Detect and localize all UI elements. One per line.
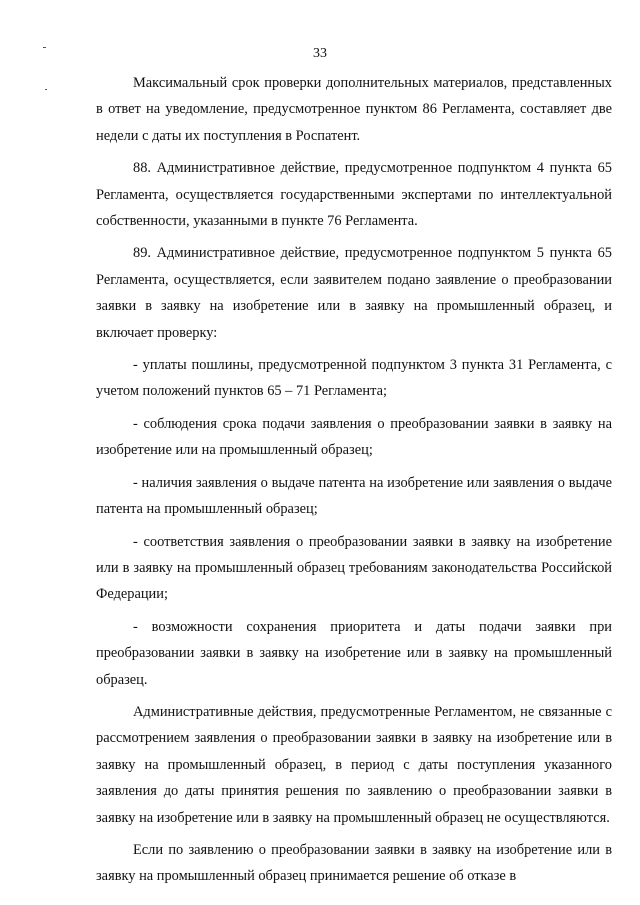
- paragraph-review-period: Максимальный срок проверки дополнительных материалов, представленных в ответ на уведомление, предусмотренное пунктом 86 Регламента, составляет две недели с даты их поступления в Роспатент.: [96, 75, 612, 144]
- check-item-priority-retention: - возможности сохранения приоритета и даты подачи заявки при преобразовании заявки в заявку на изобретение или в заявку на промышленный образец.: [96, 618, 612, 688]
- paragraph-89: 89. Административное действие, предусмотренное подпунктом 5 пункта 65 Регламента, осуществляется, если заявителем подано заявление о преобразовании заявки в заявку на изобретение или в заявку на промышленный образец, и включает проверку:: [96, 245, 612, 341]
- paragraph-refusal-decision: Если по заявлению о преобразовании заявки в заявку на изобретение или в заявку на промышленный образец принимается решение об отказе в: [96, 841, 612, 885]
- check-item-filing-deadline: - соблюдения срока подачи заявления о преобразовании заявки в заявку на изобретение или на промышленный образец;: [96, 415, 612, 459]
- check-item-fee-payment: - уплаты пошлины, предусмотренной подпунктом 3 пункта 31 Регламента, с учетом положений пунктов 65 – 71 Регламента;: [96, 357, 612, 400]
- document-body: [96, 70, 612, 890]
- check-item-patent-request: - наличия заявления о выдаче патента на изобретение или заявления о выдаче патента на промышленный образец;: [96, 474, 612, 518]
- paragraph-88: 88. Административное действие, предусмотренное подпунктом 4 пункта 65 Регламента, осуществляется государственными экспертами по интеллектуальной собственности, указанными в пункте 76 Регламента.: [96, 160, 612, 230]
- check-item-legal-compliance: - соответствия заявления о преобразовании заявки в заявку на изобретение или в заявку на промышленный образец требованиям законодательства Российской Федерации;: [96, 533, 612, 603]
- scan-artifact-mark: [45, 89, 47, 90]
- page-number: 33: [313, 46, 327, 61]
- paragraph-suspended-actions: Административные действия, предусмотренные Регламентом, не связанные с рассмотрением заявления о преобразовании заявки в заявку на изобретение или в заявку на промышленный образец, в период с даты поступления указанного заявления до даты принятия решения по заявлению о преобразовании заявки в заявку на изобретение или в заявку на промышленный образец не осуществляются.: [96, 703, 612, 826]
